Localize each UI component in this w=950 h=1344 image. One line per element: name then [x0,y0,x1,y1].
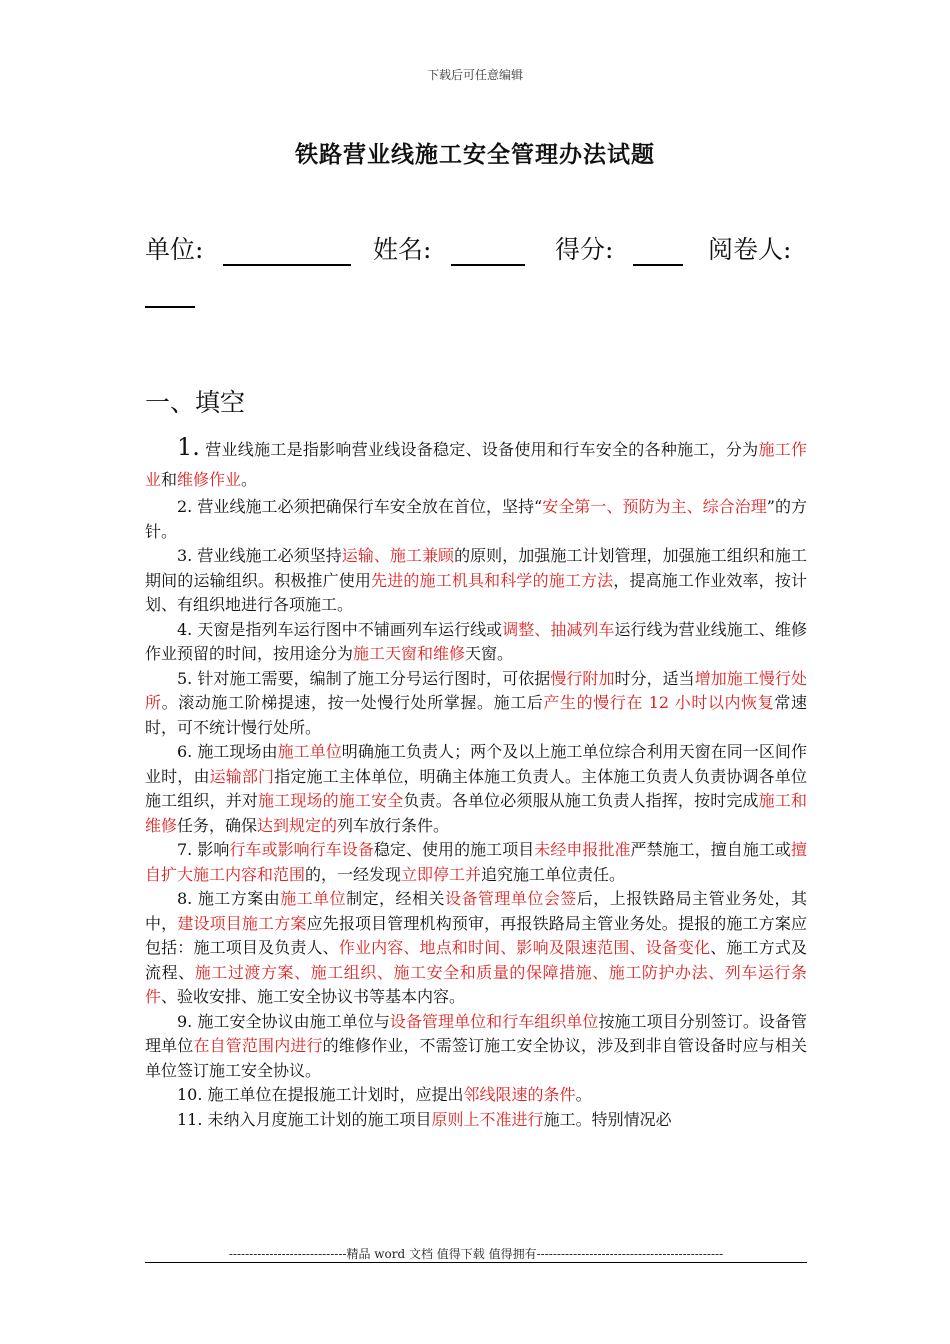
answer-text: 增加施工慢行处所 [145,668,807,712]
question-text: 。 [575,1085,592,1104]
reviewer-field [708,230,791,266]
question-text: ，提高施工作业效率，按计划、有组织地进行各项施工。 [145,570,807,614]
score-blank [633,238,683,266]
question-text: 11. 未纳入月度施工计划的施工项目 [177,1109,432,1129]
answer-text: 运输、施工兼顾 [341,546,455,565]
question-item [145,1010,807,1084]
answer-text: 立即停工并 [401,864,482,884]
reviewer-label: 阅卷人: [708,235,792,264]
question-text: 8. 施工方案由 [177,889,281,908]
question-number: 1. [177,433,200,461]
score-field [555,230,683,266]
answer-text: 施工作业 [145,440,807,489]
question-text: 和 [161,470,178,489]
question-text: 9. 施工安全协议由施工单位与 [177,1011,390,1031]
question-text: 5. 针对施工需要，编制了施工分号运行图时，可依据 [177,668,551,688]
question-item [145,544,807,618]
footer-text: -----------------------------精品 word 文档 值得下载 值得拥有---------------------------------------------- [228,1247,724,1261]
question-item [145,838,807,887]
question-text: ”的方针。 [145,497,807,541]
question-text: 时分，适当 [614,668,695,688]
unit-field [145,230,351,266]
answer-text: 在自管范围内进行 [193,1036,323,1055]
answer-text: 建设项目施工方案 [177,913,307,933]
answer-text: 施工单位 [277,742,342,761]
question-text: 运行线为营业线施工、维修作业预留的时间，按用途分为 [145,619,807,663]
question-text: 指定施工主体单位，明确主体施工负责人。主体施工负责人负责协调各单位施工组织，并对 [145,766,807,810]
unit-label: 单位: [145,235,204,264]
question-item [145,887,807,1010]
question-text: 、施工方式及流程、 [145,938,807,982]
question-list [145,432,807,1132]
unit-blank [223,238,351,266]
question-text: 制定，经相关 [346,889,445,908]
question-text: 严禁施工，擅自施工或 [630,840,791,859]
question-item [145,432,807,495]
answer-text: 设备管理单位会签 [444,889,577,908]
question-item [145,1083,807,1108]
answer-text: 作业内容、地点和时间、影响及限速范围、设备变化 [338,938,711,957]
question-item [145,667,807,741]
header-note: 下载后可任意编辑 [426,68,523,82]
answer-text: 行车或影响行车设备 [229,840,374,859]
question-text: 列车放行条件。 [337,815,450,835]
answer-text: 施工天窗和维修 [353,644,466,663]
reviewer-blank [145,306,195,308]
name-label: 姓名: [373,235,432,264]
answer-text: 达到规定的 [257,815,338,835]
answer-text: 慢行附加 [550,668,615,688]
question-text: 、验收安排、施工安全协议书等基本内容。 [161,987,466,1006]
footer-divider [145,1262,807,1263]
answer-text: 原则上不准进行 [431,1109,544,1129]
question-text: 4. 天窗是指列车运行图中不铺画列车运行线或 [177,619,503,639]
question-text: 。滚动施工阶梯提速，按一处慢行处所掌握。施工后 [161,693,544,712]
section-title: 一、填空 [145,388,246,417]
question-text: 天窗。 [465,644,514,663]
answer-text: 施工过渡方案、施工组织、施工安全和质量的保障措施、施工防护办法、列车运行条件 [145,962,807,1006]
question-text: 负责。各单位必须服从施工负责人指挥，按时完成 [403,791,759,810]
question-text: 明确施工负责人；两个及以上施工单位综合利用天窗在同一区间作业时，由 [145,742,807,786]
question-item [145,618,807,667]
answer-text: 安全第一、预防为主、综合治理 [542,497,767,516]
answer-text: 产生的慢行在 12 小时以内恢复 [543,693,775,712]
question-text: 稳定、使用的施工项目 [373,840,535,859]
question-text: 。 [241,470,258,489]
question-text: 7. 影响 [177,840,230,859]
answer-text: 施工单位 [280,889,347,908]
question-text: 后，上报铁路局主管业务处，其中， [145,889,807,933]
answer-text: 施工和维修 [145,791,807,835]
question-text: 2. 营业线施工必须把确保行车安全放在首位，坚持“ [177,497,543,516]
answer-text: 先进的施工机具和科学的施工方法 [371,570,614,590]
question-text: 追究施工单位责任。 [481,864,626,884]
answer-text: 调整、抽减列车 [502,619,615,639]
answer-text: 施工现场的施工安全 [258,791,404,810]
answer-text: 维修作业 [177,470,242,489]
question-text: 常速时，可不统计慢行处所。 [145,693,807,737]
question-text: 10. 施工单位在提报施工计划时，应提出 [177,1085,464,1104]
question-item [145,740,807,838]
answer-text: 邻线限速的条件 [463,1085,576,1104]
question-text: 的，一经发现 [305,864,402,884]
question-text: 施工。特别情况必 [543,1109,672,1129]
question-item [145,495,807,544]
question-text: 3. 营业线施工必须坚持 [177,546,342,565]
question-text: 营业线施工是指影响营业线设备稳定、设备使用和行车安全的各种施工，分为 [199,440,759,459]
name-blank [451,238,525,266]
name-field [373,230,525,266]
question-item [145,1108,807,1133]
question-text: 任务，确保 [177,815,258,835]
answer-text: 运输部门 [209,766,275,786]
question-text: 的维修作业，不需签订施工安全协议，涉及到非自管设备时应与相关单位签订施工安全协议。 [145,1036,807,1080]
question-text: 的原则，加强施工计划管理，加强施工组织和施工期间的运输组织。积极推广使用 [145,546,807,590]
answer-text: 擅自扩大施工内容和范围 [145,840,807,884]
answer-text: 未经申报批准 [534,840,631,859]
question-text: 应先报项目管理机构预审，再报铁路局主管业务处。提报的施工方案应包括：施工项目及负责人、 [145,913,807,957]
answer-text: 设备管理单位和行车组织单位 [389,1011,599,1031]
question-text: 6. 施工现场由 [177,742,278,761]
score-label: 得分: [555,235,614,264]
document-title: 铁路营业线施工安全管理办法试题 [295,141,655,168]
question-text: 按施工项目分别签订。设备管理单位 [145,1011,807,1055]
